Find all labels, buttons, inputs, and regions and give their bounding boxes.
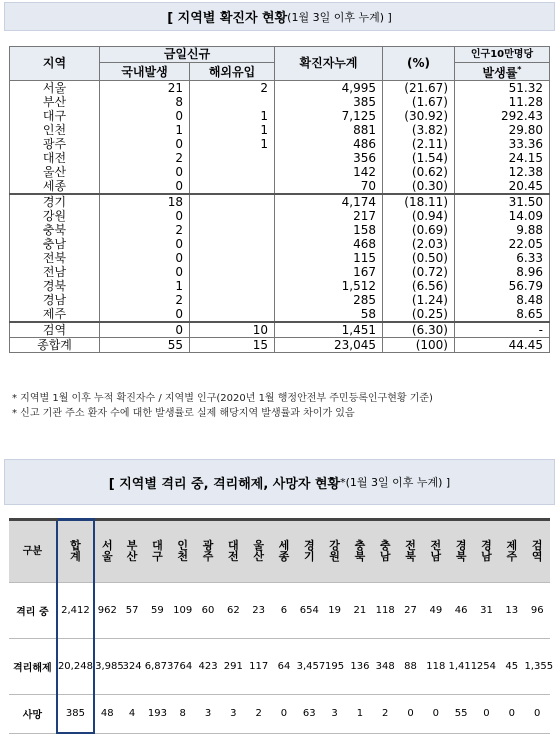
status-cell: 64 (271, 639, 296, 695)
cell-percent: (0.94) (383, 209, 455, 223)
cell-domestic: 1 (100, 123, 190, 137)
status-cell: 348 (373, 639, 398, 695)
cell-rate: 14.09 (455, 209, 550, 223)
header-domestic: 국내발생 (100, 63, 190, 81)
region-row (10, 279, 550, 293)
cell-cumulative: 23,045 (275, 338, 383, 353)
status-row-label: 격리 중 (9, 583, 57, 639)
header-region: 지역 (10, 47, 100, 81)
header-col-label: 부산 (126, 539, 138, 563)
status-cell: 60 (195, 583, 220, 639)
header-col-label: 합계 (70, 539, 81, 563)
cell-rate: 292.43 (455, 109, 550, 123)
header-col-label: 전남 (430, 539, 442, 563)
header-per100k-bottom (455, 63, 550, 81)
status-cell: 88 (398, 639, 423, 695)
region-row (10, 194, 550, 209)
status-cell: 55 (449, 695, 474, 734)
status-cell: 1,355 (524, 639, 550, 695)
status-cell: 48 (94, 695, 119, 734)
cell-rate: 51.32 (455, 81, 550, 96)
cell-rate: 8.96 (455, 265, 550, 279)
cell-domestic: 2 (100, 151, 190, 165)
status-cell: 2 (246, 695, 271, 734)
cell-cumulative: 158 (275, 223, 383, 237)
cell-overseas: 2 (190, 81, 275, 96)
header-col (170, 520, 195, 583)
status-cell: 3,985 (94, 639, 119, 695)
cell-region: 전남 (10, 265, 100, 279)
cell-region: 세종 (10, 179, 100, 194)
status-cell: 291 (221, 639, 246, 695)
cell-cumulative: 167 (275, 265, 383, 279)
status-cell: 4 (119, 695, 144, 734)
status-cell: 0 (499, 695, 524, 734)
cell-region: 검역 (10, 322, 100, 338)
region-row (10, 237, 550, 251)
cell-cumulative: 1,512 (275, 279, 383, 293)
status-cell: 0 (474, 695, 499, 734)
section1-title-main: [ 지역별 확진자 현황 (167, 11, 288, 26)
cell-cumulative: 881 (275, 123, 383, 137)
header-col-label: 울산 (253, 539, 264, 563)
header-col (221, 520, 246, 583)
status-row-label: 격리해제 (9, 639, 57, 695)
header-col-label: 검역 (531, 539, 543, 563)
cell-region: 충남 (10, 237, 100, 251)
header-col (524, 520, 550, 583)
header-col (322, 520, 347, 583)
cell-domestic: 0 (100, 265, 190, 279)
cell-percent: (0.50) (383, 251, 455, 265)
cell-percent: (0.69) (383, 223, 455, 237)
cell-overseas (190, 279, 275, 293)
cell-region: 종합계 (10, 338, 100, 353)
cell-region: 경북 (10, 279, 100, 293)
status-cell: 27 (398, 583, 423, 639)
region-row (10, 95, 550, 109)
section1-title-sub: (1월 3일 이후 누계) ] (287, 10, 392, 24)
cell-percent: (0.62) (383, 165, 455, 179)
header-col (398, 520, 423, 583)
header-col-label: 세종 (278, 539, 290, 563)
cell-region: 부산 (10, 95, 100, 109)
header-col-label: 경남 (481, 539, 492, 563)
cell-domestic: 0 (100, 137, 190, 151)
header-col-label: 대구 (152, 539, 163, 563)
cell-overseas (190, 237, 275, 251)
status-cell: 19 (322, 583, 347, 639)
cell-cumulative: 285 (275, 293, 383, 307)
region-row (10, 165, 550, 179)
cell-rate: 12.38 (455, 165, 550, 179)
cell-overseas (190, 165, 275, 179)
region-row (10, 223, 550, 237)
header-per100k-top: 인구10만명당 (455, 47, 550, 63)
cell-overseas (190, 151, 275, 165)
cell-cumulative: 1,451 (275, 322, 383, 338)
status-cell: 254 (474, 639, 499, 695)
status-cell: 59 (145, 583, 170, 639)
header-cumulative: 확진자누계 (275, 47, 383, 81)
cell-cumulative: 115 (275, 251, 383, 265)
header-col (449, 520, 474, 583)
footnote-1: * 지역별 1월 이후 누적 확진자수 / 지역별 인구(2020년 1월 행정안전부 주민등록인구현황 기준) (12, 393, 433, 404)
region-row (10, 251, 550, 265)
status-cell: 195 (322, 639, 347, 695)
cell-overseas (190, 95, 275, 109)
cell-domestic: 2 (100, 293, 190, 307)
footnotes (12, 391, 433, 421)
status-cell: 0 (271, 695, 296, 734)
cell-percent: (100) (383, 338, 455, 353)
cell-overseas (190, 307, 275, 322)
cell-rate: 29.80 (455, 123, 550, 137)
region-row (10, 209, 550, 223)
status-cell: 0 (398, 695, 423, 734)
cell-rate: 44.45 (455, 338, 550, 353)
cell-overseas (190, 209, 275, 223)
cell-overseas: 10 (190, 322, 275, 338)
cell-domestic: 0 (100, 209, 190, 223)
cell-overseas (190, 223, 275, 237)
cell-region: 대구 (10, 109, 100, 123)
header-col-label: 충북 (354, 539, 366, 563)
header-col-label: 경기 (303, 539, 315, 563)
status-cell: 3,457 (297, 639, 322, 695)
header-col (347, 520, 372, 583)
cell-cumulative: 385 (275, 95, 383, 109)
header-per100k-bottom-text: 발생률 (482, 66, 518, 80)
status-cell: 6 (271, 583, 296, 639)
cell-cumulative: 142 (275, 165, 383, 179)
cell-region: 서울 (10, 81, 100, 96)
status-cell: 57 (119, 583, 144, 639)
cell-rate: 8.48 (455, 293, 550, 307)
status-cell: 193 (145, 695, 170, 734)
cell-percent: (1.67) (383, 95, 455, 109)
header-overseas: 해외유입 (190, 63, 275, 81)
cell-region: 경기 (10, 194, 100, 209)
cell-domestic: 2 (100, 223, 190, 237)
header-category: 구분 (9, 520, 57, 583)
header-col-label: 광주 (202, 539, 214, 563)
cell-rate: 56.79 (455, 279, 550, 293)
cell-cumulative: 217 (275, 209, 383, 223)
cell-cumulative: 468 (275, 237, 383, 251)
header-col-label: 제주 (506, 539, 518, 563)
region-row (10, 123, 550, 137)
status-cell: 13 (499, 583, 524, 639)
cell-percent: (0.30) (383, 179, 455, 194)
cell-rate: 22.05 (455, 237, 550, 251)
cell-overseas (190, 251, 275, 265)
status-cell: 45 (499, 639, 524, 695)
header-col (271, 520, 296, 583)
cell-overseas: 1 (190, 123, 275, 137)
status-cell: 3 (322, 695, 347, 734)
section1-title (4, 2, 555, 31)
cell-domestic: 1 (100, 279, 190, 293)
region-row (10, 293, 550, 307)
cell-rate: 11.28 (455, 95, 550, 109)
header-col (373, 520, 398, 583)
cell-domestic: 8 (100, 95, 190, 109)
status-row-label: 사망 (9, 695, 57, 734)
cell-cumulative: 4,995 (275, 81, 383, 96)
header-col-label: 서울 (101, 539, 113, 563)
cell-domestic: 0 (100, 179, 190, 194)
region-row (10, 179, 550, 194)
isolation-header-row (9, 520, 550, 583)
status-cell: 23 (246, 583, 271, 639)
section2-title-main: [ 지역별 격리 중, 격리해제, 사망자 현황 (108, 476, 341, 492)
cell-rate: 6.33 (455, 251, 550, 265)
header-col (499, 520, 524, 583)
cell-domestic: 0 (100, 165, 190, 179)
status-cell: 49 (423, 583, 448, 639)
cell-region: 대전 (10, 151, 100, 165)
header-col (195, 520, 220, 583)
cell-percent: (2.03) (383, 237, 455, 251)
status-cell: 6,873 (145, 639, 170, 695)
header-col (423, 520, 448, 583)
status-cell: 109 (170, 583, 195, 639)
status-cell: 3 (195, 695, 220, 734)
cell-overseas: 1 (190, 109, 275, 123)
region-row (10, 338, 550, 353)
cell-domestic: 0 (100, 251, 190, 265)
region-row (10, 137, 550, 151)
cell-percent: (30.92) (383, 109, 455, 123)
cell-domestic: 18 (100, 194, 190, 209)
status-row (9, 639, 550, 695)
status-row (9, 695, 550, 734)
cell-rate: 8.65 (455, 307, 550, 322)
status-cell: 962 (94, 583, 119, 639)
cell-cumulative: 486 (275, 137, 383, 151)
cell-percent: (3.82) (383, 123, 455, 137)
cell-cumulative: 356 (275, 151, 383, 165)
status-cell: 21 (347, 583, 372, 639)
cell-rate: 33.36 (455, 137, 550, 151)
status-cell: 654 (297, 583, 322, 639)
header-col (94, 520, 119, 583)
cell-region: 전북 (10, 251, 100, 265)
cell-rate: 24.15 (455, 151, 550, 165)
header-percent: (%) (383, 47, 455, 81)
status-cell: 117 (246, 639, 271, 695)
confirmed-cases-table (9, 46, 550, 353)
cell-percent: (21.67) (383, 81, 455, 96)
header-col-label: 대전 (228, 539, 239, 563)
cell-rate: - (455, 322, 550, 338)
isolation-status-table (9, 518, 554, 734)
cell-domestic: 0 (100, 237, 190, 251)
status-cell: 764 (170, 639, 195, 695)
cell-domestic: 0 (100, 109, 190, 123)
cell-region: 경남 (10, 293, 100, 307)
header-col (57, 520, 94, 583)
header-col (474, 520, 499, 583)
cell-percent: (2.11) (383, 137, 455, 151)
cell-percent: (1.54) (383, 151, 455, 165)
status-cell: 0 (423, 695, 448, 734)
cell-region: 울산 (10, 165, 100, 179)
status-cell: 3 (221, 695, 246, 734)
cell-overseas (190, 179, 275, 194)
cell-region: 인천 (10, 123, 100, 137)
region-row (10, 307, 550, 322)
header-col (297, 520, 322, 583)
status-cell: 20,248 (57, 639, 94, 695)
cell-overseas (190, 293, 275, 307)
cell-region: 충북 (10, 223, 100, 237)
cell-cumulative: 58 (275, 307, 383, 322)
status-cell: 31 (474, 583, 499, 639)
cell-domestic: 0 (100, 307, 190, 322)
status-cell: 385 (57, 695, 94, 734)
cell-region: 광주 (10, 137, 100, 151)
status-cell: 423 (195, 639, 220, 695)
cell-rate: 20.45 (455, 179, 550, 194)
status-cell: 1 (347, 695, 372, 734)
footnote-2: * 신고 기관 주소 환자 수에 대한 발생률로 실제 해당지역 발생률과 차이가 있음 (12, 408, 355, 419)
status-cell: 46 (449, 583, 474, 639)
status-cell: 0 (524, 695, 550, 734)
header-col (246, 520, 271, 583)
status-cell: 2 (373, 695, 398, 734)
cell-domestic: 55 (100, 338, 190, 353)
cell-percent: (18.11) (383, 194, 455, 209)
header-col (119, 520, 144, 583)
region-row (10, 322, 550, 338)
cell-region: 제주 (10, 307, 100, 322)
region-row (10, 81, 550, 96)
header-col-label: 강원 (329, 539, 340, 563)
cell-rate: 31.50 (455, 194, 550, 209)
header-col-label: 충남 (379, 539, 391, 563)
status-cell: 96 (524, 583, 550, 639)
status-cell: 136 (347, 639, 372, 695)
cell-percent: (6.30) (383, 322, 455, 338)
status-cell: 1,411 (449, 639, 474, 695)
status-row (9, 583, 550, 639)
cell-percent: (6.56) (383, 279, 455, 293)
cell-rate: 9.88 (455, 223, 550, 237)
header-today-new: 금일신규 (100, 47, 275, 63)
header-col-label: 인천 (177, 539, 189, 563)
cell-percent: (0.72) (383, 265, 455, 279)
header-per100k-mark: * (517, 65, 522, 74)
confirmed-cases-body (10, 81, 550, 353)
header-col-label: 경북 (455, 539, 467, 563)
cell-domestic: 0 (100, 322, 190, 338)
status-cell: 8 (170, 695, 195, 734)
region-row (10, 109, 550, 123)
header-col (145, 520, 170, 583)
cell-cumulative: 7,125 (275, 109, 383, 123)
cell-cumulative: 70 (275, 179, 383, 194)
cell-overseas: 1 (190, 137, 275, 151)
cell-percent: (1.24) (383, 293, 455, 307)
status-cell: 63 (297, 695, 322, 734)
section2-title-sub: *(1월 3일 이후 누계) ] (340, 476, 451, 489)
status-cell: 118 (373, 583, 398, 639)
region-row (10, 151, 550, 165)
isolation-status-body (9, 583, 554, 734)
status-cell: 118 (423, 639, 448, 695)
cell-overseas (190, 265, 275, 279)
cell-overseas (190, 194, 275, 209)
cell-cumulative: 4,174 (275, 194, 383, 209)
status-cell: 2,412 (57, 583, 94, 639)
header-col-label: 전북 (405, 539, 416, 563)
section2-title (4, 459, 555, 505)
cell-domestic: 21 (100, 81, 190, 96)
status-cell: 324 (119, 639, 144, 695)
status-cell: 62 (221, 583, 246, 639)
cell-percent: (0.25) (383, 307, 455, 322)
cell-region: 강원 (10, 209, 100, 223)
cell-overseas: 15 (190, 338, 275, 353)
region-row (10, 265, 550, 279)
